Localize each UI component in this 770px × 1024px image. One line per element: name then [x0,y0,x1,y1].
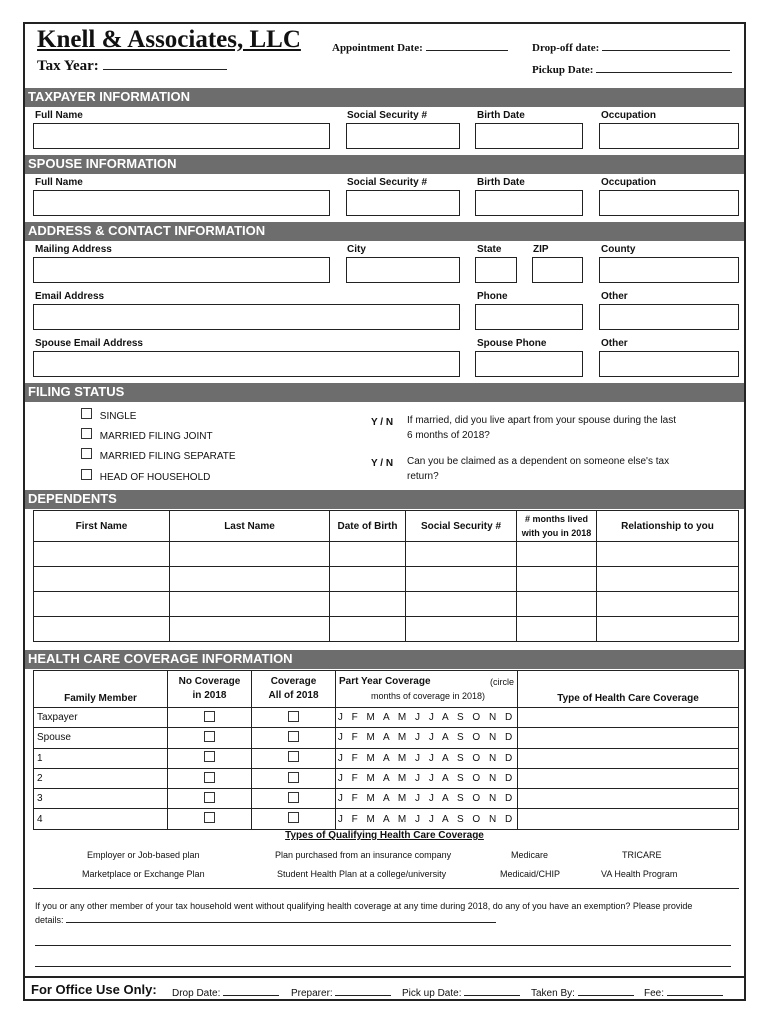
dropoff-date-field[interactable] [532,40,730,54]
question-text: 6 months of 2018? [407,430,490,441]
no-coverage-cell[interactable] [168,748,252,768]
tax-intake-form [23,22,746,1001]
filing-option-married-separate[interactable] [81,448,236,462]
spouse-section-header: SPOUSE INFORMATION [25,155,744,174]
col-part-year-title: Part Year Coverage [339,676,431,687]
cell-input[interactable] [170,617,330,642]
spouse-phone-input[interactable] [475,351,583,377]
member-name: Taxpayer [34,708,168,728]
member-name: Spouse [34,728,168,748]
cell-input[interactable] [330,567,406,592]
coverage-type-employer: Employer or Job-based plan [87,850,200,860]
dependents-section-header: DEPENDENTS [25,490,744,509]
table-row [34,748,739,768]
spouse-email-input[interactable] [33,351,460,377]
coverage-all-cell[interactable] [252,809,336,829]
filing-status-section-header: FILING STATUS [25,383,744,402]
county-label: County [601,244,636,255]
col-months-lived-line2: with you in 2018 [521,528,592,538]
county-input[interactable] [599,257,739,283]
col-first-name: First Name [34,511,170,542]
col-date-of-birth: Date of Birth [330,511,406,542]
filing-option-married-joint[interactable] [81,428,213,442]
zip-label: ZIP [533,244,549,255]
coverage-all-cell[interactable] [252,728,336,748]
cell-input[interactable] [330,542,406,567]
taxpayer-occupation-input[interactable] [599,123,739,149]
coverage-type-plan-purchased: Plan purchased from an insurance company [275,850,452,860]
col-relationship: Relationship to you [597,511,739,542]
table-row [34,768,739,788]
tax-year-field[interactable] [37,58,227,75]
office-drop-date-line[interactable] [223,985,279,996]
checkbox[interactable] [81,469,92,480]
office-use-title: For Office Use Only: [31,982,157,997]
city-input[interactable] [346,257,460,283]
question-text: If married, did you live apart from your spouse during the last [407,415,677,426]
month-selector[interactable]: J F M A M J J A S O N D [336,789,518,809]
cell-input[interactable] [330,617,406,642]
spouse-occupation-input[interactable] [599,190,739,216]
phone-input[interactable] [475,304,583,330]
cell-input[interactable] [34,617,170,642]
table-header-row [34,511,739,542]
mailing-address-input[interactable] [33,257,330,283]
coverage-type-input[interactable] [518,728,739,748]
cell-input[interactable] [597,592,739,617]
taxpayer-full-name-label: Full Name [35,110,83,121]
table-row [34,617,739,642]
member-name: 2 [34,768,168,788]
col-no-coverage-line1: No Coverage [178,676,241,687]
office-taken-by-field[interactable] [531,985,634,999]
table-row [34,789,739,809]
health-care-section-header: HEALTH CARE COVERAGE INFORMATION [25,650,744,669]
office-preparer-field[interactable] [291,985,391,999]
cell-input[interactable] [517,567,597,592]
exemption-details-row [35,913,735,927]
coverage-type-input[interactable] [518,789,739,809]
table-header-row [34,671,739,708]
other-contact-label: Other [601,291,628,302]
email-address-label: Email Address [35,291,105,302]
coverage-type-student: Student Health Plan at a college/university [277,869,447,879]
spouse-birth-date-label: Birth Date [477,177,525,188]
table-row [34,708,739,728]
yn-question-2[interactable]: Y / N [371,458,394,469]
office-taken-by-line[interactable] [578,985,634,996]
no-coverage-cell[interactable] [168,708,252,728]
cell-input[interactable] [330,592,406,617]
pickup-date-label: Pickup Date: [532,64,594,76]
appointment-date-label: Appointment Date: [332,42,423,54]
col-family-member: Family Member [34,671,168,708]
office-drop-date-field[interactable] [172,985,279,999]
dependents-table [33,510,739,642]
coverage-all-cell[interactable] [252,789,336,809]
checkbox[interactable] [288,751,299,762]
taxpayer-birth-date-label: Birth Date [477,110,525,121]
coverage-all-cell[interactable] [252,768,336,788]
member-name: 3 [34,789,168,809]
checkbox[interactable] [288,731,299,742]
state-label: State [477,244,502,255]
cell-input[interactable] [597,567,739,592]
no-coverage-cell[interactable] [168,768,252,788]
coverage-type-marketplace: Marketplace or Exchange Plan [82,869,205,879]
coverage-type-medicaid: Medicaid/CHIP [500,869,561,879]
exemption-details-line[interactable] [66,914,496,923]
qualifying-coverage-title: Types of Qualifying Health Care Coverage [285,830,484,841]
checkbox[interactable] [204,792,215,803]
phone-label: Phone [477,291,508,302]
pickup-date-line[interactable] [596,62,732,73]
office-fee-field[interactable] [644,985,723,999]
col-part-year [336,671,518,708]
office-pickup-date-line[interactable] [464,985,520,996]
question-text: return? [407,471,439,482]
checkbox[interactable] [81,408,92,419]
cell-input[interactable] [597,617,739,642]
spouse-ssn-label: Social Security # [347,177,428,188]
spouse-ssn-input[interactable] [346,190,460,216]
taxpayer-occupation-label: Occupation [601,110,657,121]
member-name: 4 [34,809,168,829]
filing-option-label: MARRIED FILING SEPARATE [99,451,236,462]
filing-option-single[interactable] [81,408,136,422]
checkbox[interactable] [288,812,299,823]
zip-input[interactable] [532,257,583,283]
office-drop-date-label: Drop Date: [172,988,221,999]
member-name: 1 [34,748,168,768]
month-selector[interactable]: J F M A M J J A S O N D [336,708,518,728]
month-selector[interactable]: J F M A M J J A S O N D [336,809,518,829]
table-row [34,809,739,829]
exemption-line-2[interactable] [35,945,731,946]
col-coverage-all-line1: Coverage [270,676,317,687]
table-row [34,592,739,617]
exemption-question [35,899,735,927]
taxpayer-ssn-label: Social Security # [347,110,428,121]
col-ssn: Social Security # [406,511,517,542]
checkbox[interactable] [288,792,299,803]
tax-year-label: Tax Year: [37,58,99,74]
coverage-type-input[interactable] [518,768,739,788]
spouse-birth-date-input[interactable] [475,190,583,216]
cell-input[interactable] [406,567,517,592]
col-part-year-circle: (circle [490,677,514,687]
col-months-lived-line1: # months lived [524,514,588,524]
checkbox[interactable] [81,428,92,439]
question-live-apart [407,413,676,443]
tax-year-line[interactable] [103,59,227,70]
cell-input[interactable] [34,592,170,617]
city-label: City [347,244,366,255]
month-selector[interactable]: J F M A M J J A S O N D [336,768,518,788]
other-spouse-contact-label: Other [601,338,628,349]
no-coverage-cell[interactable] [168,728,252,748]
office-preparer-line[interactable] [335,985,391,996]
cell-input[interactable] [170,592,330,617]
coverage-type-input[interactable] [518,748,739,768]
col-coverage-all-line2: All of 2018 [268,690,319,701]
coverage-all-cell[interactable] [252,708,336,728]
no-coverage-cell[interactable] [168,809,252,829]
col-no-coverage-line2: in 2018 [192,690,227,701]
table-row [34,728,739,748]
dropoff-date-label: Drop-off date: [532,42,600,54]
appointment-date-line[interactable] [426,40,508,51]
filing-option-label: SINGLE [99,411,137,422]
question-dependent [407,454,669,484]
col-coverage-type: Type of Health Care Coverage [518,671,739,708]
appointment-date-field[interactable] [332,40,508,54]
office-fee-label: Fee: [644,988,665,999]
filing-option-label: HEAD OF HOUSEHOLD [99,472,211,483]
mailing-address-label: Mailing Address [35,244,112,255]
email-address-input[interactable] [33,304,460,330]
taxpayer-ssn-input[interactable] [346,123,460,149]
cell-input[interactable] [406,592,517,617]
checkbox[interactable] [204,751,215,762]
cell-input[interactable] [597,542,739,567]
coverage-type-va: VA Health Program [601,869,678,879]
company-title: Knell & Associates, LLC [37,26,301,53]
address-section-header: ADDRESS & CONTACT INFORMATION [25,222,744,241]
cell-input[interactable] [34,567,170,592]
checkbox[interactable] [204,731,215,742]
pickup-date-field[interactable] [532,62,732,76]
taxpayer-full-name-input[interactable] [33,123,330,149]
cell-input[interactable] [406,617,517,642]
checkbox[interactable] [204,711,215,722]
col-part-year-line1 [339,675,517,689]
month-selector[interactable]: J F M A M J J A S O N D [336,728,518,748]
taxpayer-birth-date-input[interactable] [475,123,583,149]
cell-input[interactable] [517,542,597,567]
table-row [34,542,739,567]
office-pickup-date-field[interactable] [402,985,520,999]
checkbox[interactable] [204,772,215,783]
spouse-full-name-input[interactable] [33,190,330,216]
exemption-line-3[interactable] [35,966,731,967]
col-months-lived [517,511,597,542]
table-row [34,567,739,592]
yn-question-1[interactable]: Y / N [371,417,394,428]
filing-option-head-of-household[interactable] [81,469,210,483]
other-spouse-contact-input[interactable] [599,351,739,377]
coverage-type-medicare: Medicare [511,850,549,860]
cell-input[interactable] [517,617,597,642]
checkbox[interactable] [288,772,299,783]
office-preparer-label: Preparer: [291,988,333,999]
coverage-all-cell[interactable] [252,748,336,768]
dropoff-date-line[interactable] [602,40,730,51]
spouse-full-name-label: Full Name [35,177,83,188]
checkbox[interactable] [204,812,215,823]
col-no-coverage [168,671,252,708]
col-part-year-line2: months of coverage in 2018) [370,691,486,701]
health-coverage-table [33,670,739,830]
checkbox[interactable] [288,711,299,722]
coverage-type-input[interactable] [518,809,739,829]
col-coverage-all [252,671,336,708]
question-text: Can you be claimed as a dependent on someone else's tax [407,456,670,467]
spouse-phone-label: Spouse Phone [477,338,547,349]
cell-input[interactable] [517,592,597,617]
exemption-text: If you or any other member of your tax household went without qualifying health coverage at any time during 2018, do any of you have an exemption? Please provide [35,901,693,911]
col-last-name: Last Name [170,511,330,542]
cell-input[interactable] [170,542,330,567]
coverage-type-input[interactable] [518,708,739,728]
office-pickup-date-label: Pick up Date: [402,988,462,999]
cell-input[interactable] [170,567,330,592]
filing-option-label: MARRIED FILING JOINT [99,431,213,442]
other-contact-input[interactable] [599,304,739,330]
exemption-details-label: details: [35,915,64,925]
office-fee-line[interactable] [667,985,723,996]
state-input[interactable] [475,257,517,283]
no-coverage-cell[interactable] [168,789,252,809]
divider [33,888,739,889]
coverage-type-tricare: TRICARE [622,850,662,860]
taxpayer-section-header: TAXPAYER INFORMATION [25,88,744,107]
office-taken-by-label: Taken By: [531,988,575,999]
month-selector[interactable]: J F M A M J J A S O N D [336,748,518,768]
checkbox[interactable] [81,448,92,459]
spouse-email-label: Spouse Email Address [35,338,143,349]
spouse-occupation-label: Occupation [601,177,657,188]
cell-input[interactable] [34,542,170,567]
cell-input[interactable] [406,542,517,567]
